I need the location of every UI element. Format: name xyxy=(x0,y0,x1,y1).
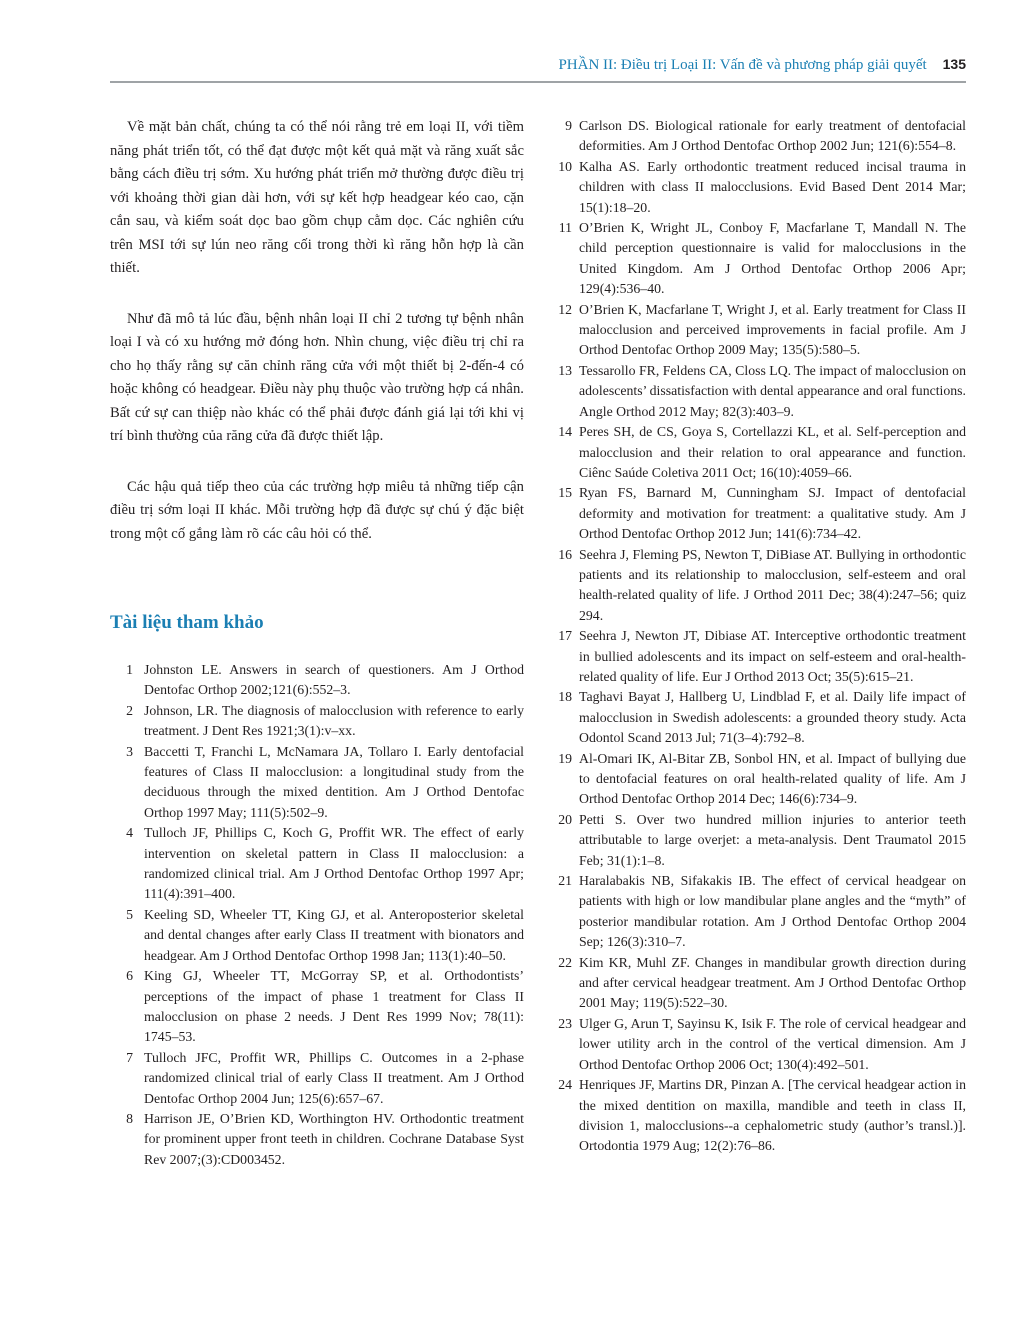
reference-item xyxy=(551,545,966,627)
left-column xyxy=(110,116,524,1170)
reference-item xyxy=(551,300,966,361)
reference-item xyxy=(110,905,524,966)
reference-text: Seehra J, Newton JT, Dibiase AT. Interceptive orthodontic treatment in bullied adolescents and its impact on self-esteem and oral-health-related quality of life. Eur J Orthod 2013 Oct; 35(5):615–21. xyxy=(579,628,966,684)
reference-number: 12 xyxy=(558,301,572,317)
reference-item xyxy=(551,953,966,1014)
reference-text: Keeling SD, Wheeler TT, King GJ, et al. Anteroposterior skeletal and dental changes after early Class II treatment with bionators and headgear. Am J Orthod Dentofac Orthop 1998 Jan; 113(1):40–50. xyxy=(144,906,524,963)
right-column xyxy=(551,116,966,1157)
reference-number: 5 xyxy=(126,906,133,922)
reference-text: Ulger G, Arun T, Sayinsu K, Isik F. The role of cervical headgear and lower utility arch in the control of the vertical dimension. Am J Orthod Dentofac Orthop 2006 Oct; 130(4):492–501. xyxy=(579,1015,966,1072)
reference-text: King GJ, Wheeler TT, McGorray SP, et al. Orthodontists’ perceptions of the impact of phase 1 treatment for Class II malocclusion on phase 2 needs. J Dent Res 1999 Nov; 78(11): 1745–53. xyxy=(144,968,524,1045)
reference-number: 17 xyxy=(558,628,572,644)
reference-number: 4 xyxy=(126,825,133,841)
reference-number: 23 xyxy=(558,1015,572,1031)
reference-text: Taghavi Bayat J, Hallberg U, Lindblad F, et al. Daily life impact of malocclusion in Swedish adolescents: a grounded theory study. Acta Odontol Scand 2013 Jul; 71(3–4):792–8. xyxy=(579,689,966,746)
reference-text: Kim KR, Muhl ZF. Changes in mandibular growth direction during and after cervical headgear treatment. Am J Orthod Dentofac Orthop 2001 May; 119(5):522–30. xyxy=(579,954,966,1011)
reference-item xyxy=(551,218,966,300)
reference-number: 21 xyxy=(558,873,572,889)
reference-text: Tessarollo FR, Feldens CA, Closs LQ. The impact of malocclusion on adolescents’ dissatisfaction with dental appearance and oral functions. Angle Orthod 2012 May; 82(3):403–9. xyxy=(579,362,966,419)
chapter-title: PHẦN II: Điều trị Loại II: Vấn đề và phương pháp giải quyết xyxy=(558,57,927,73)
reference-number: 16 xyxy=(558,546,572,562)
reference-number: 10 xyxy=(558,158,572,174)
reference-text: O’Brien K, Macfarlane T, Wright J, et al. Early treatment for Class II malocclusion and perceived improvements in facial profile. Am J Orthod Dentofac Orthop 2009 May; 135(5):580–5. xyxy=(579,301,966,358)
reference-number: 6 xyxy=(126,968,133,984)
reference-text: Al-Omari IK, Al-Bitar ZB, Sonbol HN, et al. Impact of bullying due to dentofacial features on oral health-related quality of life. Am J Orthod Dentofac Orthop 2014 Dec; 146(6):734–9. xyxy=(579,750,966,807)
reference-number: 1 xyxy=(126,662,133,677)
reference-text: Tulloch JFC, Proffit WR, Phillips C. Outcomes in a 2-phase randomized clinical trial of early Class II treatment. Am J Orthod Dentofac Orthop 2004 Jun; 125(6):657–67. xyxy=(144,1049,524,1106)
reference-item xyxy=(551,810,966,871)
reference-text: Johnston LE. Answers in search of questioners. Am J Orthod Dentofac Orthop 2002;121(6):552–3. xyxy=(144,662,524,698)
reference-number: 18 xyxy=(558,689,572,705)
reference-number: 8 xyxy=(126,1110,133,1126)
reference-text: Haralabakis NB, Sifakakis IB. The effect of cervical headgear on patients with high or low mandibular plane angles and the “myth” of posterior mandibular rotation. Am J Orthod Dentofac Orthop 2004 Sep; 126(3):310–7. xyxy=(579,873,966,950)
reference-number: 22 xyxy=(558,954,572,970)
body-paragraph: Về mặt bản chất, chúng ta có thể nói rằng trẻ em loại II, với tiềm năng phát triển tốt, có thể đạt được một kết quả mặt và răng xuất sắc bằng cách điều trị sớm. Xu hướng phát triển mở thường được điều trị với khoảng thời gian dài hơn, với sự kết hợp headgear kéo cao, cặn cắn sau, và kiểm soát dọc bao gồm chụp cằm dọc. Các nghiên cứu trên MSI tới sự lún neo răng cối trong thời kì răng hỗn hợp là cần thiết. xyxy=(110,119,524,276)
reference-item xyxy=(551,157,966,218)
reference-text: Petti S. Over two hundred million injuries to anterior teeth attributable to large overjet: a meta-analysis. Dent Traumatol 2015 Feb; 31(1):1–8. xyxy=(579,811,966,868)
reference-list-right xyxy=(551,116,966,1157)
reference-item xyxy=(551,361,966,422)
reference-item xyxy=(551,422,966,483)
reference-text: Kalha AS. Early orthodontic treatment reduced incisal trauma in children with class II malocclusions. Evid Based Dent 2014 Mar; 15(1):18–20. xyxy=(579,158,966,215)
running-header xyxy=(110,56,966,74)
reference-number: 13 xyxy=(558,362,572,378)
page-number: 135 xyxy=(942,56,966,72)
reference-text: Seehra J, Fleming PS, Newton T, DiBiase AT. Bullying in orthodontic patients and its relationship to malocclusion, self-esteem and oral health-related quality of life. J Orthod 2011 Dec; 38(4):247–56; quiz 294. xyxy=(579,546,966,623)
reference-text: Carlson DS. Biological rationale for early treatment of dentofacial deformities. Am J Orthod Dentofac Orthop 2002 Jun; 121(6):554–8. xyxy=(579,118,966,154)
reference-item xyxy=(110,1048,524,1109)
reference-item xyxy=(551,871,966,953)
body-paragraph: Như đã mô tả lúc đầu, bệnh nhân loại II chỉ 2 tương tự bệnh nhân loại I và có xu hướng mở đóng hơn. Nhìn chung, việc điều trị chỉ ra cho họ thấy rằng sự căn chỉnh răng cửa với một thiết bị 2-đến-4 có hoặc không có headgear. Điều này phụ thuộc vào trường hợp cá nhân. Bất cứ sự can thiệp nào khác có thể phải được đánh giá lại tới khi vị trí bình thường của răng cửa đã được thiết lập. xyxy=(110,310,524,444)
reference-item xyxy=(110,701,524,742)
reference-text: Johnson, LR. The diagnosis of malocclusion with reference to early treatment. J Dent Res 1921;3(1):v–xx. xyxy=(144,702,524,739)
reference-item xyxy=(551,116,966,157)
reference-number: 2 xyxy=(126,702,133,718)
reference-number: 14 xyxy=(558,424,572,440)
reference-number: 24 xyxy=(558,1077,572,1093)
reference-item xyxy=(551,749,966,810)
reference-item xyxy=(551,626,966,687)
reference-number: 19 xyxy=(558,750,572,766)
header-rule xyxy=(110,81,966,83)
reference-item xyxy=(551,1075,966,1157)
reference-number: 3 xyxy=(126,743,133,759)
reference-text: Baccetti T, Franchi L, McNamara JA, Tollaro I. Early dentofacial features of Class II malocclusion: a longitudinal study from the deciduous through the mixed dentition. Am J Orthod Dentofac Orthop 1997 May; 111(5):502–9. xyxy=(144,743,524,820)
reference-number: 9 xyxy=(565,118,572,133)
reference-item xyxy=(551,483,966,544)
reference-item xyxy=(551,687,966,748)
reference-number: 7 xyxy=(126,1049,133,1065)
reference-number: 20 xyxy=(558,811,572,827)
reference-list-left xyxy=(110,660,524,1170)
reference-item xyxy=(110,742,524,824)
reference-item xyxy=(110,823,524,905)
reference-number: 15 xyxy=(558,485,572,501)
reference-text: Ryan FS, Barnard M, Cunningham SJ. Impact of dentofacial deformity and motivation for treatment: a qualitative study. Am J Orthod Dentofac Orthop 2012 Jun; 141(6):734–42. xyxy=(579,485,966,542)
references-heading: Tài liệu tham khảo xyxy=(110,612,264,633)
reference-item xyxy=(110,1109,524,1170)
reference-text: Tulloch JF, Phillips C, Koch G, Proffit WR. The effect of early intervention on skeletal pattern in Class II malocclusion: a randomized clinical trial. Am J Orthod Dentofac Orthop 1997 Apr; 111(4):391–400. xyxy=(144,825,524,902)
reference-item xyxy=(551,1014,966,1075)
reference-text: Harrison JE, O’Brien KD, Worthington HV. Orthodontic treatment for prominent upper front teeth in children. Cochrane Database Syst Rev 2007;(3):CD003452. xyxy=(144,1110,524,1167)
reference-item xyxy=(110,660,524,701)
reference-text: O’Brien K, Wright JL, Conboy F, Macfarlane T, Mandall N. The child perception questionnaire is valid for malocclusions in the United Kingdom. Am J Orthod Dentofac Orthop 2006 Apr; 129(4):536–40. xyxy=(579,220,966,297)
reference-text: Peres SH, de CS, Goya S, Cortellazzi KL, et al. Self-perception and malocclusion and their relation to oral appearance and function. Ciênc Saúde Coletiva 2011 Oct; 16(10):4059–66. xyxy=(579,424,966,480)
reference-item xyxy=(110,966,524,1048)
reference-text: Henriques JF, Martins DR, Pinzan A. [The cervical headgear action in the mixed dentition on maxilla, mandible and teeth in class II, division 1, malocclusions--a cephalometric study (author’s transl.)]. Ortodontia 1979 Aug; 12(2):76–86. xyxy=(579,1077,966,1154)
body-paragraph: Các hậu quả tiếp theo của các trường hợp miêu tả những tiếp cận điều trị sớm loại II khác. Mỗi trường hợp đã được sự chú ý đặc biệt trong một cố gắng làm rõ các câu hỏi có thể. xyxy=(110,478,524,542)
reference-number: 11 xyxy=(558,220,572,236)
